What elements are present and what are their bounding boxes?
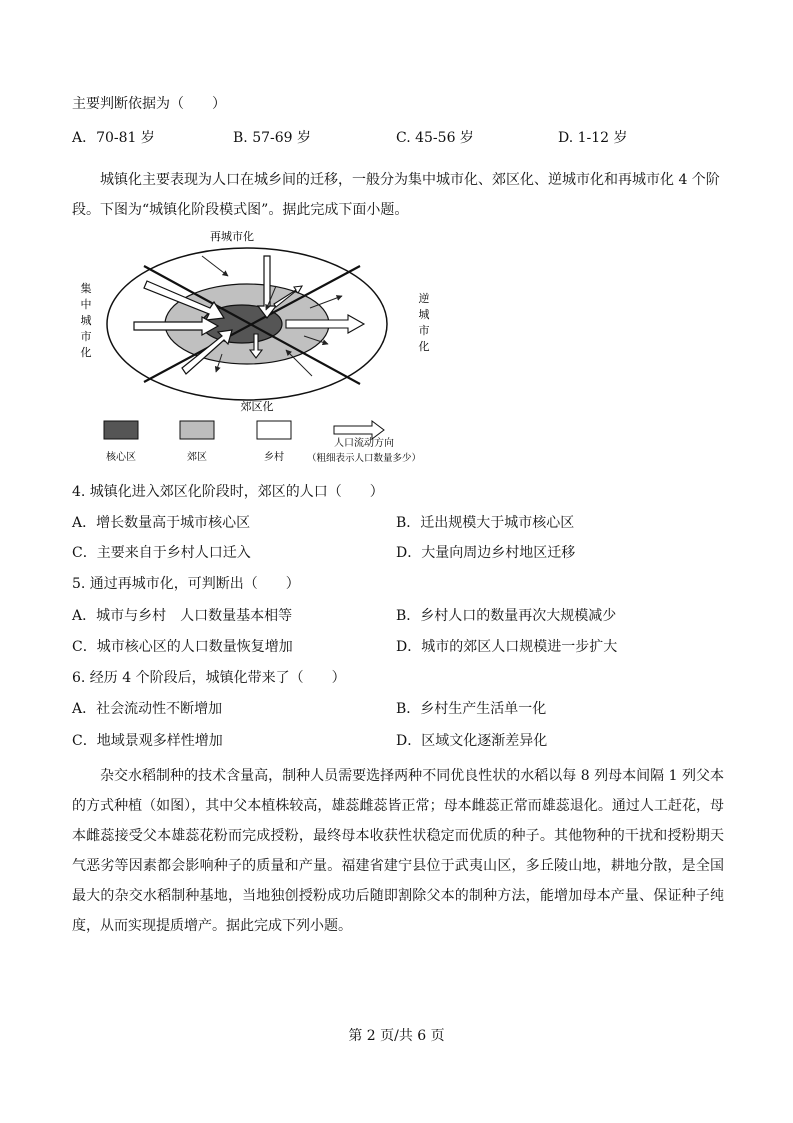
option-b: B. 57-69 岁 [233, 130, 311, 146]
q6-option-d: D．区域文化逐渐差异化 [396, 733, 548, 749]
page-number: 第 2 页/共 6 页 [348, 1028, 445, 1044]
q4-option-d: D．大量向周边乡村地区迁移 [396, 545, 576, 561]
legend-core-label: 核心区 [106, 452, 136, 463]
label-reurbanization: 再城市化 [210, 230, 254, 243]
option-c: C. 45-56 岁 [396, 130, 474, 146]
question-6-stem: 6. 经历 4 个阶段后，城镇化带来了（ ） [72, 670, 346, 686]
question-4-stem: 4. 城镇化进入郊区化阶段时，郊区的人口（ ） [72, 484, 384, 500]
option-d: D. 1-12 岁 [558, 130, 628, 146]
legend-rural-label: 乡村 [264, 452, 284, 463]
legend-suburb-label: 郊区 [187, 452, 207, 463]
q6-option-b: B．乡村生产生活单一化 [396, 701, 547, 717]
label-concentrated-urbanization [81, 281, 92, 359]
q5-option-a: A．城市与乡村 人口数量基本相等 [72, 608, 293, 624]
svg-text:集: 集 [80, 282, 92, 295]
legend-suburb-swatch [180, 421, 214, 439]
svg-text:市: 市 [80, 330, 92, 343]
urbanization-stage-diagram [72, 226, 452, 474]
legend-flow-arrow [334, 421, 384, 439]
q5-option-c: C．城市核心区的人口数量恢复增加 [72, 639, 293, 655]
svg-text:城: 城 [418, 308, 430, 321]
q4-option-b: B．迁出规模大于城市核心区 [396, 515, 575, 531]
q4-option-a: A．增长数量高于城市核心区 [72, 515, 251, 531]
q6-option-a: A．社会流动性不断增加 [72, 701, 223, 717]
svg-text:化: 化 [418, 340, 430, 353]
passage-text: 杂交水稻制种的技术含量高，制种人员需要选择两种不同优良性状的水稻以每 8 列母本间隔 1 列父本的方式种植（如图），其中父本植株较高，雄蕊雌蕊皆正常；母本雌蕊正常而雄蕊退化。通过人工赶花，母本雌蕊接受父本雄蕊花粉而完成授粉，最终母本收获性状稳定而优质的种子。其他物种的干扰和授粉期天气恶劣等因素都会影响种子的质量和产量。福建省建宁县位于武夷山区，多丘陵山地，耕地分散，是全国最大的杂交水稻制种基地，当地独创授粉成功后随即割除父本的制种方法，能增加母本产量、保证种子纯度，从而实现提质增产。据此完成下列小题。 [72, 768, 724, 934]
svg-text:城: 城 [80, 314, 92, 327]
svg-text:逆: 逆 [418, 292, 430, 305]
q5-option-b: B．乡村人口的数量再次大规模减少 [396, 608, 617, 624]
legend-flow-note: （粗细表示人口数量多少） [306, 453, 422, 464]
svg-text:中: 中 [80, 298, 92, 311]
hybrid-rice-passage [72, 761, 724, 941]
q5-option-d: D．城市的郊区人口规模进一步扩大 [396, 639, 618, 655]
legend-core-swatch [104, 421, 138, 439]
question-5-stem: 5. 通过再城市化，可判断出（ ） [72, 576, 300, 592]
option-a: A．70-81 岁 [72, 130, 155, 146]
svg-text:化: 化 [80, 346, 92, 359]
q4-option-c: C．主要来自于乡村人口迁入 [72, 545, 251, 561]
legend-rural-swatch [257, 421, 291, 439]
question-stem-3: 主要判断依据为（ ） [72, 96, 226, 112]
label-suburbanization: 郊区化 [240, 400, 274, 413]
intro-line-1: 城镇化主要表现为人口在城乡间的迁移，一般分为集中城市化、郊区化、逆城市化和再城市化 4 个阶 [100, 172, 720, 188]
q6-option-c: C．地域景观多样性增加 [72, 733, 223, 749]
intro-line-2: 段。下图为“城镇化阶段模式图”。据此完成下面小题。 [72, 202, 409, 218]
label-counter-urbanization [419, 292, 430, 353]
legend-flow-title: 人口流动方向 [334, 438, 394, 449]
svg-text:市: 市 [418, 324, 430, 337]
